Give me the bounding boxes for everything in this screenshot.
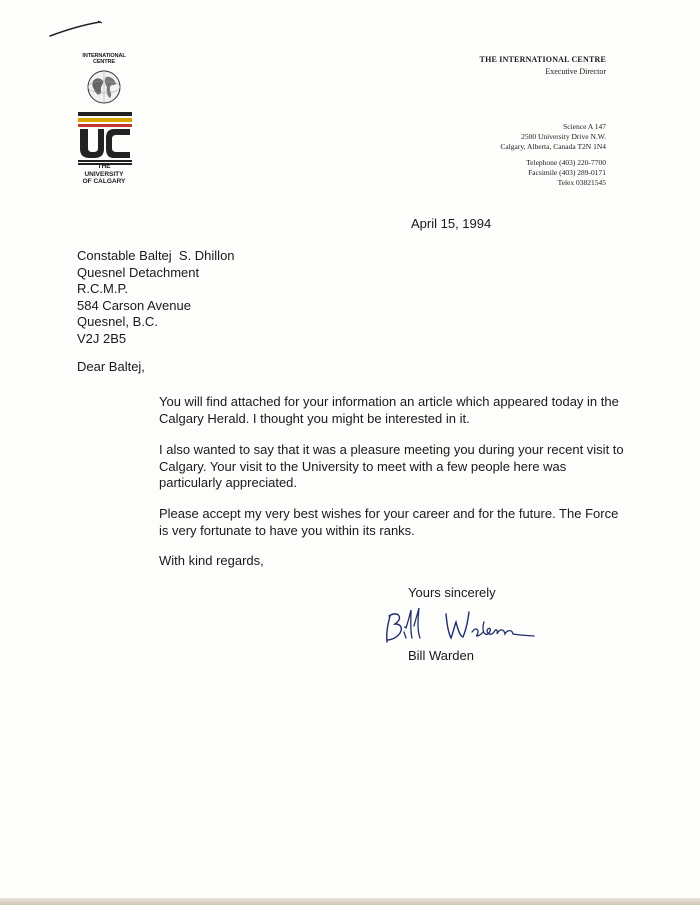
org-label-line1: INTERNATIONAL — [82, 53, 126, 59]
paragraph-text: You will find attached for your information an article which appeared today in the Calgary Herald. I thought you might be interested in it. — [159, 394, 619, 426]
recipient-line: 584 Carson Avenue — [77, 297, 191, 313]
uc-logo-icon — [78, 112, 132, 166]
university-name-line2: UNIVERSITY — [84, 170, 124, 178]
university-name-line3: OF CALGARY — [82, 178, 126, 186]
signer-name: Bill Warden — [408, 648, 474, 663]
university-name-line1: THE — [97, 163, 111, 170]
international-centre-label — [72, 54, 136, 65]
org-label-line2: CENTRE — [92, 58, 115, 65]
paragraph-2 — [77, 442, 625, 492]
telephone-line: Telephone (403) 220-7700 — [526, 158, 606, 167]
recipient-line: Quesnel Detachment — [77, 264, 200, 280]
address-line: Science A 147 — [563, 122, 606, 131]
letterhead-subtitle: Executive Director — [545, 67, 606, 76]
address-line: 2500 University Drive N.W. — [521, 132, 606, 141]
closing-line: With kind regards, — [159, 553, 264, 568]
paragraph-1 — [77, 394, 625, 427]
facsimile-line: Facsimile (403) 289-0171 — [528, 168, 606, 177]
letterhead-contact — [526, 158, 606, 188]
recipient-address — [77, 248, 235, 347]
sign-off: Yours sincerely — [408, 585, 496, 600]
paper-bottom-edge — [0, 898, 700, 905]
paragraph-text: Please accept my very best wishes for your career and for the future. The Force is very fortunate to have you within its ranks. — [159, 506, 619, 538]
recipient-line: R.C.M.P. — [77, 281, 129, 296]
handwritten-signature — [384, 604, 544, 648]
university-name — [70, 163, 138, 186]
salutation: Dear Baltej, — [77, 359, 145, 374]
pen-stroke-mark — [48, 18, 108, 40]
paragraph-3 — [77, 506, 625, 539]
globe-icon — [86, 69, 122, 105]
address-line: Calgary, Alberta, Canada T2N 1N4 — [500, 142, 606, 151]
telex-line: Telex 03821545 — [557, 178, 606, 187]
recipient-line: V2J 2B5 — [77, 330, 127, 346]
paragraph-text: I also wanted to say that it was a pleasure meeting you during your recent visit to Calgary. Your visit to the University to meet with a few people here was particularly appreciated. — [159, 442, 624, 490]
letter-date: April 15, 1994 — [411, 216, 492, 231]
recipient-line: Quesnel, B.C. — [77, 314, 158, 329]
letterhead-address — [500, 122, 606, 152]
recipient-line: Constable Baltej S. Dhillon — [77, 248, 235, 263]
letterhead-title: THE INTERNATIONAL CENTRE — [479, 55, 606, 64]
